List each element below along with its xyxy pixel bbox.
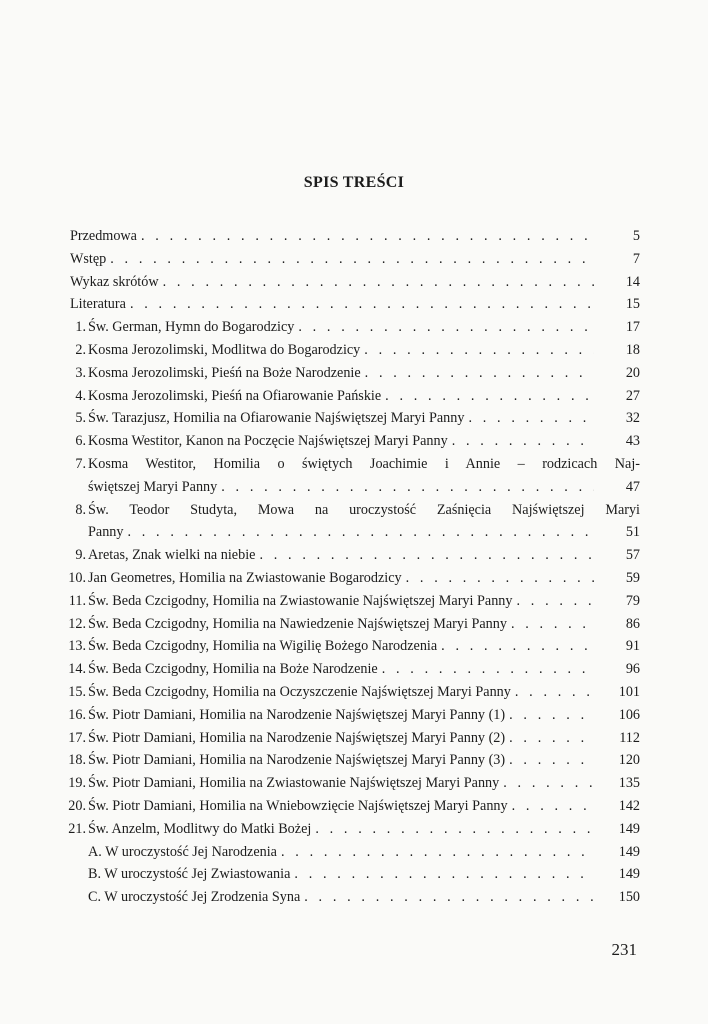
entry-page-number: 32 <box>625 410 640 427</box>
dot-leader <box>402 567 594 590</box>
dot-leader <box>159 271 594 294</box>
dot-leader <box>511 681 594 704</box>
dot-leader <box>290 863 594 886</box>
entry-title: Kosma Jerozolimski, Pieśń na Ofiarowanie Pańskie <box>88 387 382 404</box>
entry-title: Św. Piotr Damiani, Homilia na Narodzenie Najświętszej Maryi Panny (1) <box>88 706 506 723</box>
dot-leader <box>126 293 594 316</box>
toc-entry <box>70 590 640 613</box>
entry-page-number: 106 <box>618 706 640 723</box>
entry-page-number: 86 <box>625 615 640 632</box>
entry-page-number: 149 <box>618 866 640 883</box>
entry-page-number: 142 <box>618 797 640 814</box>
toc-entry <box>70 841 640 864</box>
dot-leader <box>277 841 594 864</box>
entry-number: 9. <box>75 547 86 564</box>
entry-title: świętszej Maryi Panny <box>88 478 218 495</box>
entry-title: Św. Piotr Damiani, Homilia na Narodzenie Najświętszej Maryi Panny (2) <box>88 729 506 746</box>
entry-page-number: 59 <box>625 569 640 586</box>
toc-entry <box>70 681 640 704</box>
entry-number: 3. <box>75 364 86 381</box>
entry-title: C. W uroczystość Jej Zrodzenia Syna <box>88 889 301 906</box>
entry-title: Wykaz skrótów <box>70 273 159 290</box>
toc-entry <box>70 863 640 886</box>
dot-leader <box>512 590 594 613</box>
toc-entry <box>70 339 640 362</box>
entry-page-number: 18 <box>625 341 640 358</box>
entry-page-number: 120 <box>618 752 640 769</box>
toc-entry <box>70 521 640 544</box>
dot-leader <box>137 225 594 248</box>
toc-entry <box>70 704 640 727</box>
dot-leader <box>123 521 594 544</box>
toc-entry <box>70 635 640 658</box>
entry-title: Św. Piotr Damiani, Homilia na Wniebowzięcie Najświętszej Maryi Panny <box>88 797 508 814</box>
entry-title: Św. Beda Czcigodny, Homilia na Nawiedzenie Najświętszej Maryi Panny <box>88 615 507 632</box>
entry-page-number: 14 <box>625 273 640 290</box>
dot-leader <box>217 476 594 499</box>
toc-entry <box>70 407 640 430</box>
dot-leader <box>505 727 594 750</box>
entry-page-number: 135 <box>618 775 640 792</box>
entry-number: 10. <box>68 569 86 586</box>
entry-page-number: 79 <box>625 592 640 609</box>
entry-title: Św. Beda Czcigodny, Homilia na Oczyszczenie Najświętszej Maryi Panny <box>88 683 511 700</box>
toc-entry-line <box>70 499 640 522</box>
toc-entry <box>70 476 640 499</box>
entry-title: Św. German, Hymn do Bogarodzicy <box>88 319 295 336</box>
toc-entry <box>70 613 640 636</box>
toc-entry <box>70 567 640 590</box>
entry-number: 20. <box>68 797 86 814</box>
entry-number: 13. <box>68 638 86 655</box>
entry-number: 16. <box>68 706 86 723</box>
entry-number: 21. <box>68 820 86 837</box>
dot-leader <box>505 704 594 727</box>
entry-title: Kosma Jerozolimski, Pieśń na Boże Narodzenie <box>88 364 361 381</box>
toc-entry <box>70 316 640 339</box>
entry-title: Św. Piotr Damiani, Homilia na Zwiastowanie Najświętszej Maryi Panny <box>88 775 500 792</box>
entry-number: 1. <box>75 319 86 336</box>
entry-page-number: 149 <box>618 820 640 837</box>
entry-number: 11. <box>68 592 86 609</box>
entry-page-number: 91 <box>625 638 640 655</box>
entry-title: Św. Beda Czcigodny, Homilia na Zwiastowanie Najświętszej Maryi Panny <box>88 592 513 609</box>
dot-leader <box>381 385 594 408</box>
toc-entry <box>70 886 640 909</box>
page-title: SPIS TREŚCI <box>303 174 405 191</box>
entry-title: B. W uroczystość Jej Zwiastowania <box>88 866 291 883</box>
entry-number: 19. <box>68 775 86 792</box>
entry-number: 14. <box>68 661 86 678</box>
entry-number: 5. <box>75 410 86 427</box>
entry-number: 12. <box>68 615 86 632</box>
toc-entry <box>70 544 640 567</box>
toc-entry <box>70 362 640 385</box>
dot-leader <box>505 749 594 772</box>
entry-page-number: 47 <box>625 478 640 495</box>
dot-leader <box>294 316 594 339</box>
toc-entry <box>70 727 640 750</box>
entry-title-line1: Św. Teodor Studyta, Mowa na uroczystość Zaśnięcia Najświętszej Maryi <box>88 501 640 518</box>
entry-number: 6. <box>75 433 86 450</box>
entry-page-number: 5 <box>632 228 640 244</box>
toc-entry-line <box>70 453 640 476</box>
toc-entry <box>70 225 640 248</box>
toc-entry <box>70 385 640 408</box>
entry-title: Św. Piotr Damiani, Homilia na Narodzenie Najświętszej Maryi Panny (3) <box>88 752 506 769</box>
entry-page-number: 96 <box>625 661 640 678</box>
entry-number: 8. <box>75 501 86 518</box>
entry-title: A. W uroczystość Jej Narodzenia <box>88 843 277 860</box>
toc-entry <box>70 749 640 772</box>
entry-title: Św. Beda Czcigodny, Homilia na Wigilię Bożego Narodzenia <box>88 638 438 655</box>
toc-entry <box>70 772 640 795</box>
dot-leader <box>508 795 594 818</box>
entry-title: Jan Geometres, Homilia na Zwiastowanie Bogarodzicy <box>88 569 402 586</box>
dot-leader <box>448 430 594 453</box>
entry-page-number: 7 <box>632 250 640 267</box>
entry-page-number: 51 <box>625 524 640 541</box>
entry-title-line1: Kosma Westitor, Homilia o świętych Joachimie i Annie – rodzicach Naj- <box>88 455 640 472</box>
entry-page-number: 57 <box>625 547 640 564</box>
entry-page-number: 150 <box>618 889 640 906</box>
entry-page-number: 17 <box>625 319 640 336</box>
entry-number: 17. <box>68 729 86 746</box>
entry-title: Aretas, Znak wielki na niebie <box>88 547 256 564</box>
dot-leader <box>507 613 594 636</box>
dot-leader <box>360 339 594 362</box>
dot-leader <box>311 818 594 841</box>
dot-leader <box>378 658 594 681</box>
entry-title: Św. Beda Czcigodny, Homilia na Boże Narodzenie <box>88 661 378 678</box>
entry-title: Św. Anzelm, Modlitwy do Matki Bożej <box>88 820 312 837</box>
page-number: 231 <box>611 940 637 959</box>
dot-leader <box>499 772 594 795</box>
entry-page-number: 15 <box>625 296 640 313</box>
toc-entry <box>70 271 640 294</box>
toc-entry <box>70 248 640 271</box>
entry-title: Wstęp <box>70 250 107 267</box>
entry-page-number: 101 <box>618 683 640 700</box>
dot-leader <box>255 544 594 567</box>
entry-number: 18. <box>68 752 86 769</box>
entry-page-number: 27 <box>625 387 640 404</box>
entry-title: Kosma Jerozolimski, Modlitwa do Bogarodzicy <box>88 341 361 358</box>
toc-entry <box>70 658 640 681</box>
entry-page-number: 112 <box>619 729 640 746</box>
entry-number: 7. <box>75 455 86 472</box>
entry-title: Św. Tarazjusz, Homilia na Ofiarowanie Najświętszej Maryi Panny <box>88 410 465 427</box>
dot-leader <box>300 886 594 909</box>
entry-number: 2. <box>75 341 86 358</box>
entry-title: Literatura <box>70 296 126 313</box>
entry-number: 15. <box>68 683 86 700</box>
toc-entry <box>70 795 640 818</box>
dot-leader <box>106 248 594 271</box>
entry-title: Kosma Westitor, Kanon na Poczęcie Najświętszej Maryi Panny <box>88 433 448 450</box>
entry-page-number: 149 <box>618 843 640 860</box>
toc-entry <box>70 430 640 453</box>
table-of-contents <box>70 225 640 909</box>
entry-title: Panny <box>88 524 124 541</box>
dot-leader <box>464 407 594 430</box>
entry-title: Przedmowa <box>70 228 137 244</box>
dot-leader <box>361 362 594 385</box>
toc-entry <box>70 293 640 316</box>
dot-leader <box>437 635 594 658</box>
entry-page-number: 43 <box>625 433 640 450</box>
entry-number: 4. <box>75 387 86 404</box>
toc-entry <box>70 818 640 841</box>
entry-page-number: 20 <box>625 364 640 381</box>
